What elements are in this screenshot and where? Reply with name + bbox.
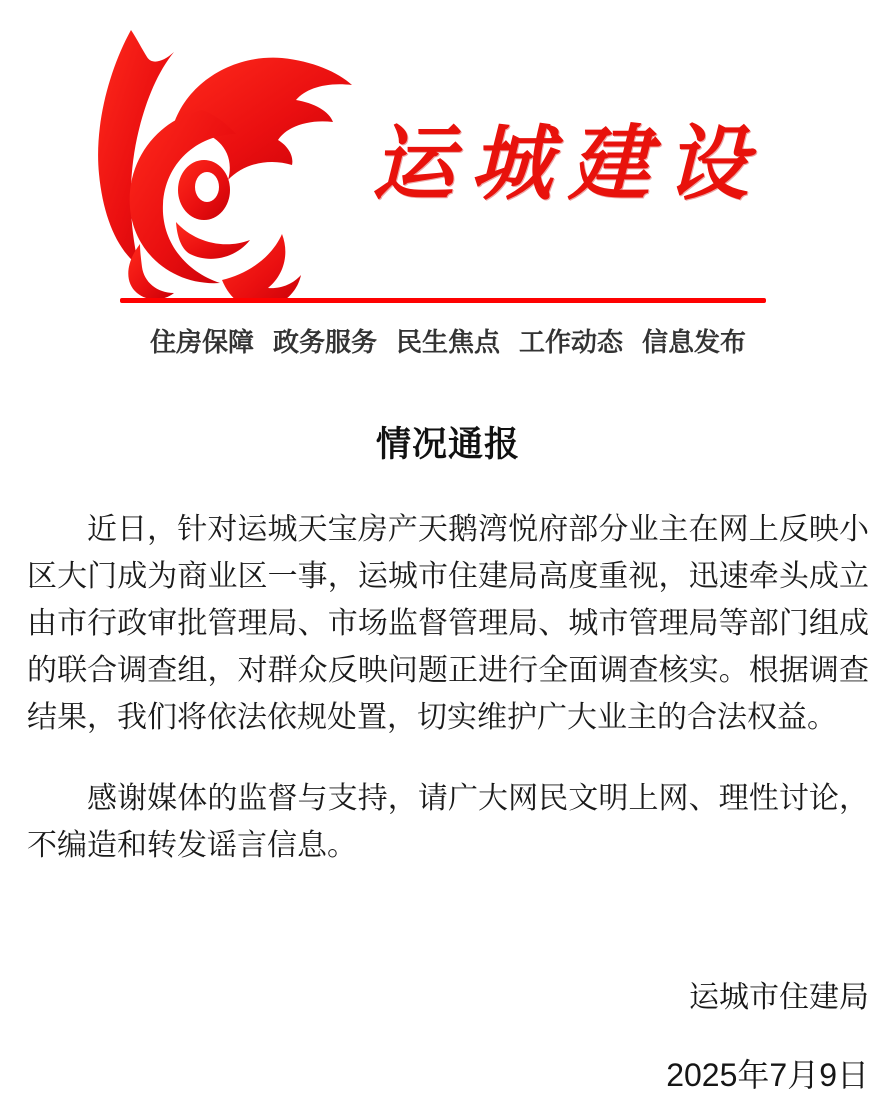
notice-date: 2025年7月9日 <box>666 1057 869 1093</box>
red-divider-rule <box>120 298 766 303</box>
signature: 运城市住建局 <box>689 981 869 1014</box>
notice-title: 情况通报 <box>375 425 520 464</box>
nav-item-work[interactable]: 工作动态 <box>519 327 624 357</box>
notice-paragraph-2: 感谢媒体的监督与支持，请广大网民文明上网、理性讨论，不编造和转发谣言信息。 <box>27 782 869 862</box>
brand-header <box>0 0 896 303</box>
brand-calligraphy-title: 运城建设 <box>372 119 764 210</box>
nav-item-livelihood[interactable]: 民生焦点 <box>395 327 500 357</box>
notice-body <box>0 506 896 1099</box>
nav-item-services[interactable]: 政务服务 <box>272 327 377 357</box>
notice-paragraph-1: 近日，针对运城天宝房产天鹅湾悦府部分业主在网上反映小区大门成为商业区一事，运城市住建局高度重视，迅速牵头成立由市行政审批管理局、市场监督管理局、城市管理局等部门组成的联合调查组，对群众反映问题正进行全面调查核实。根据调查结果，我们将依法依规处置，切实维护广大业主的合法权益。 <box>27 513 869 734</box>
phoenix-logo-icon <box>84 12 364 302</box>
nav-item-info[interactable]: 信息发布 <box>642 327 747 357</box>
nav-item-housing[interactable]: 住房保障 <box>149 327 254 357</box>
main-nav <box>0 303 896 358</box>
